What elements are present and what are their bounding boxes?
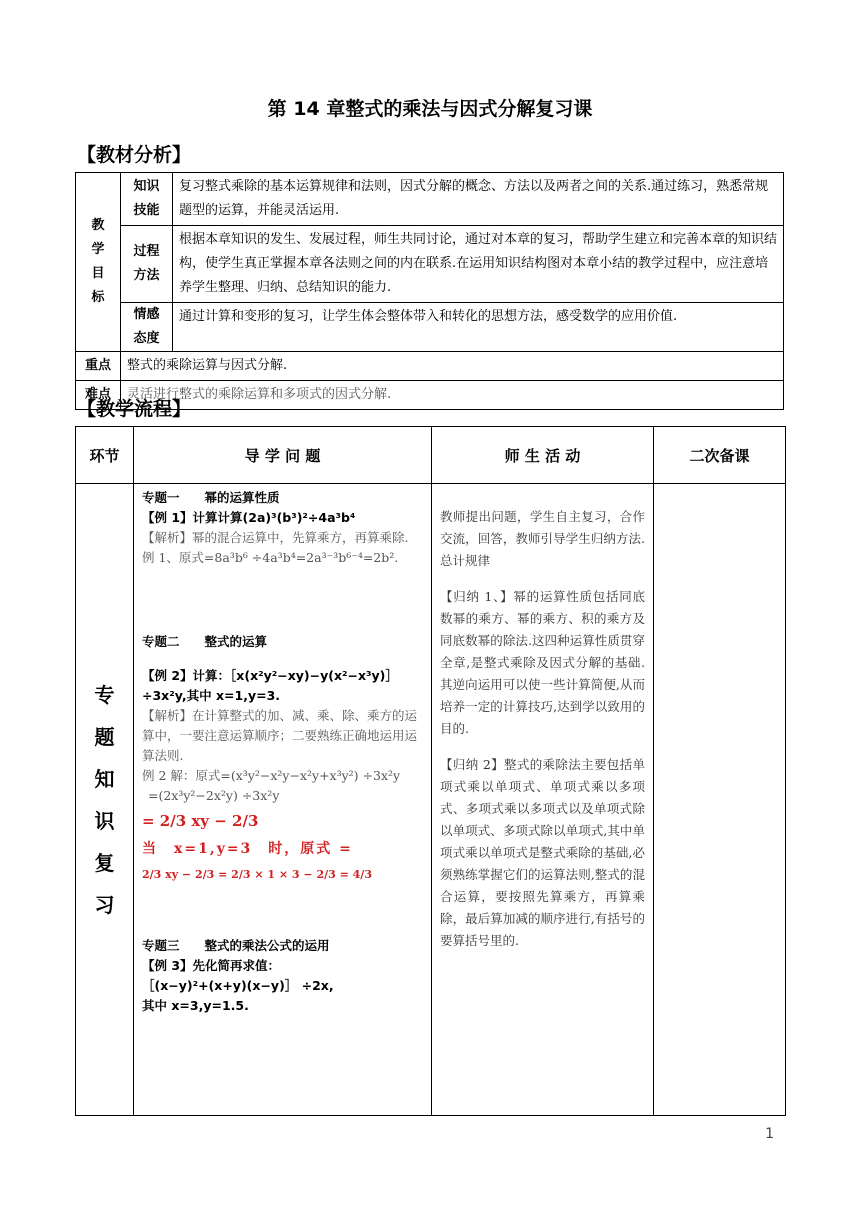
objective-label-attitude: 情感态度 (121, 303, 173, 352)
example-1-solution: 例 1、原式=8a³b⁶ ÷4a³b⁴=2a³⁻³b⁶⁻⁴=2b². (142, 550, 399, 565)
activities-cell (432, 484, 654, 1116)
example-1-analysis: 【解析】幂的混合运算中，先算乘方，再算乘除. (142, 530, 409, 545)
header-questions: 导 学 问 题 (134, 427, 432, 484)
objective-text-process: 根据本章知识的发生、发展过程，师生共同讨论，通过对本章的复习，帮助学生建立和完善本章的知识结构，使学生真正掌握本章各法则之间的内在联系.在运用知识结构图对本章小结的教学过程中，应注意培养学生整理、归纳、总结知识的能力. (173, 226, 784, 303)
example-2-solution-line-1: 例 2 解：原式=(x³y²−x²y−x²y+x³y²) ÷3x²y (142, 768, 401, 783)
example-2-solution-line-4: 当 x=1,y=3 时，原式 = (142, 841, 353, 857)
header-stage: 环节 (76, 427, 134, 484)
header-notes: 二次备课 (654, 427, 786, 484)
example-2-solution-line-2: =(2x³y²−2x²y) ÷3x²y (148, 788, 280, 803)
notes-cell (654, 484, 786, 1116)
example-3-condition: 其中 x=3,y=1.5. (142, 998, 249, 1013)
topic-1-title: 专题一 幂的运算性质 (142, 490, 280, 505)
activity-intro: 教师提出问题，学生自主复习，合作交流，回答，教师引导学生归纳方法.总计规律 (440, 509, 645, 568)
topic-3-title: 专题三 整式的乘法公式的运用 (142, 938, 330, 953)
stage-label: 专 题 知 识 复 习 (76, 484, 134, 1116)
objective-label-process: 过程方法 (121, 226, 173, 303)
objectives-label: 教 学 目 标 (76, 173, 121, 352)
guided-questions-cell (134, 484, 432, 1116)
key-label: 重点 (76, 352, 121, 381)
summary-1: 【归纳 1、】幂的运算性质包括同底数幂的乘方、幂的乘方、积的乘方及同底数幂的除法.这四种运算性质贯穿全章,是整式乘除及因式分解的基础.其逆向运用可以使一些计算简便,从而培养一定的计算技巧,达到学以致用的目的. (440, 589, 645, 736)
flow-table (75, 426, 786, 1116)
key-text: 整式的乘除运算与因式分解. (121, 352, 784, 381)
objective-text-attitude: 通过计算和变形的复习，让学生体会整体带入和转化的思想方法，感受数学的应用价值. (173, 303, 784, 352)
example-3-title: 【例 3】先化简再求值： (142, 958, 281, 973)
difficulty-text: 灵活进行整式的乘除运算和多项式的因式分解. (121, 381, 784, 410)
summary-2: 【归纳 2】整式的乘除法主要包括单项式乘以单项式、单项式乘以多项式、多项式乘以多项式以及单项式除以单项式、多项式除以单项式,其中单项式乘以单项式是整式乘除的基础,必须熟练掌握它们的运算法则,整式的混合运算，要按照先算乘方，再算乘除，最后算加减的顺序进行,有括号的要算括号里的. (440, 757, 645, 948)
difficulty-label: 难点 (76, 381, 121, 410)
page-number: 1 (765, 1126, 774, 1142)
example-3-expression: ［(x−y)²+(x+y)(x−y)］ ÷2x, (142, 978, 334, 993)
example-1-title: 【例 1】计算计算(2a)³(b³)²÷4a³b⁴ (142, 510, 356, 525)
objective-label-knowledge: 知识技能 (121, 173, 173, 226)
section-heading-analysis: 【教材分析】 (77, 144, 192, 166)
topic-2-title: 专题二 整式的运算 (142, 634, 268, 649)
example-2-title: 【例 2】计算：［x(x²y²−xy)−y(x²−x³y)］ ÷3x²y,其中 x=1,y=3. (142, 668, 398, 703)
example-2-solution-line-3: = 2/3 xy − 2/3 (142, 812, 259, 830)
page-title: 第 14 章整式的乘法与因式分解复习课 (267, 98, 593, 120)
analysis-table (75, 172, 784, 410)
objective-text-knowledge: 复习整式乘除的基本运算规律和法则，因式分解的概念、方法以及两者之间的关系.通过练习，熟悉常规题型的运算，并能灵活运用. (173, 173, 784, 226)
example-2-solution-line-5: 2/3 xy − 2/3 = 2/3 × 1 × 3 − 2/3 = 4/3 (142, 868, 372, 881)
header-activities: 师 生 活 动 (432, 427, 654, 484)
section-heading-flow: 【教学流程】 (77, 398, 192, 420)
example-2-analysis: 【解析】在计算整式的加、减、乘、除、乘方的运算中，一要注意运算顺序；二要熟练正确地运用运算法则. (142, 708, 418, 763)
